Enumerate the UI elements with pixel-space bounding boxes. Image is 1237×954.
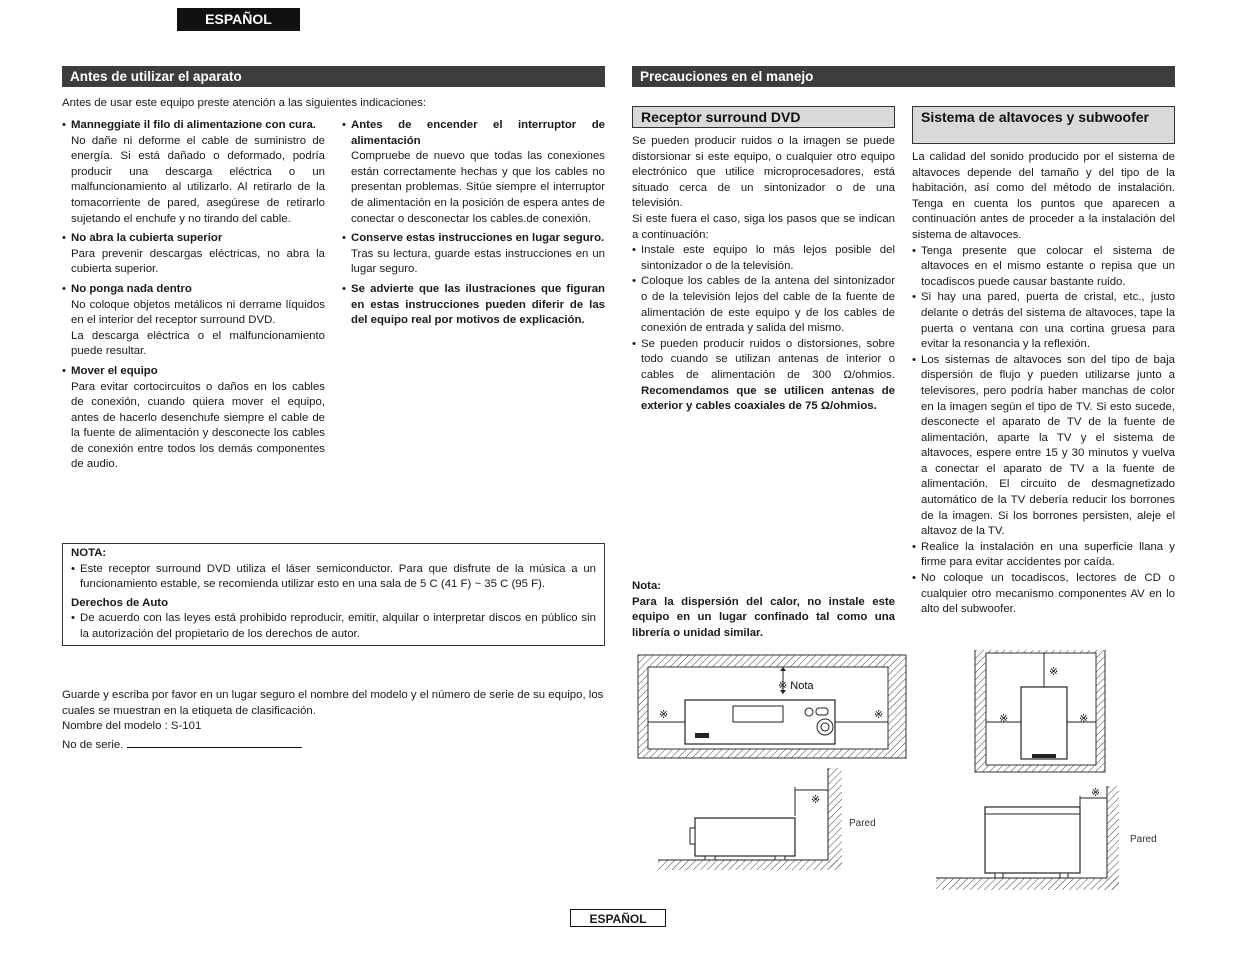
serial-number: No de serie.: [62, 735, 605, 754]
wall-label: Pared: [849, 818, 876, 829]
derechos-heading: Derechos de Auto: [71, 596, 169, 609]
subwoofer-side: [985, 807, 1080, 873]
list-item: • Manneggiate il filo di alimentazione con cura. No dañe ni deforme el cable de suministro de energía. Si está dañado o deformado, podría producir una descarga eléctrica o un malfuncionamiento al utilizarlo. Al retirarlo de la tomacorriente de pared, asegúrese de retirarlo sujetando el enchufe y no tirando del cable.: [62, 118, 325, 227]
list-item: • Conserve estas instrucciones en lugar seguro. Tras su lectura, guarde estas instrucciones en un lugar seguro.: [342, 231, 605, 278]
list-item: • Si hay una pared, puerta de cristal, etc., justo delante o detrás del sistema de altavoces, tape la puerta o ventana con una cortina gruesa para evitar la resonancia y la reflexión.: [912, 291, 1175, 351]
list-item: • No abra la cubierta superior Para prevenir descargas eléctricas, no abra la cubierta superior.: [62, 231, 325, 278]
item-body: Para evitar cortocircuitos o daños en los cables de conexión, cuando quiera mover el equipo, antes de hacerlo desenchufe siempre el cable de la fuente de alimentación y desconecte los cables de conexión entre todos los demás componentes de audio.: [71, 380, 325, 471]
item-body: No coloque objetos metálicos ni derrame líquidos en el interior del receptor surround DVD.: [71, 298, 325, 327]
subwoofer-wall-diagram: [936, 786, 1157, 890]
list-item: • Mover el equipo Para evitar cortocircuitos o daños en los cables de conexión, cuando quiera mover el equipo, antes de hacerlo desenchufe siempre el cable de la fuente de alimentación y desconecte los cables de conexión entre todos los demás componentes de audio.: [62, 364, 325, 473]
subwoofer-cabinet-diagram: [975, 650, 1105, 772]
model-name: Nombre del modelo : S-101: [62, 720, 202, 733]
item-title: Manneggiate il filo di alimentazione con cura.: [71, 119, 316, 131]
list-item: • Los sistemas de altavoces son del tipo de baja dispersión de flujo y pueden utilizarse junto a televisores, pero podría haber manchas de color en la imagen según el tipo de TV. Si esto sucede, desconecte el aparato de TV de la fuente de alimentación, aparte la TV y el sistema de altavoces, espere entre 15 y 30 minutos y vuelva a conectar el aparato de TV a la fuente de alimentación. El circuito de desmagnetizado automático de la TV debería reducir los borrones de la imagen. Si los borrones persisten, aleje el altavoz de la TV.: [912, 353, 1175, 538]
receptor-p1: Se pueden producir ruidos o la imagen se puede distorsionar si este equipo, o cualquier otro equipo electrónico que utilice microprocesadores, está situado cerca de un sintonizador o de una televisión.: [632, 135, 895, 210]
intro-text: Antes de usar este equipo preste atención a las siguientes indicaciones:: [62, 97, 427, 109]
serial-info: [62, 688, 605, 753]
item-title: Se advierte que las ilustraciones que figuran en estas instrucciones pueden diferir de las del equipo real por motivos de explicación.: [351, 282, 605, 327]
item-title: Conserve estas instrucciones en lugar seguro.: [351, 232, 605, 245]
wall-label: Pared: [1130, 834, 1157, 845]
item-body: No dañe ni deforme el cable de suministro de energía. Si está dañado o deformado, podría producir una descarga eléctrica o un malfuncionamiento al utilizarlo. Al retirarlo de la tomacorriente de pared, asegúrese de retirarlo sujetando el enchufe y no tirando del cable.: [71, 134, 325, 225]
left-column-1: [62, 118, 325, 477]
serial-blank-line: [127, 735, 302, 748]
receptor-nota: [632, 579, 895, 641]
footer-language-tab: ESPAÑOL: [570, 909, 666, 927]
list-item: • Se pueden producir ruidos o distorsiones, sobre todo cuando se utilizan antenas de interior o cables de alimentación de 300 Ω/ohmios. Recomendamos que se utilicen antenas de exterior y cables coaxiales de 75 Ω/ohmios.: [632, 337, 895, 413]
nota-text: Para la dispersión del calor, no instale este equipo en un lugar confinado tal como una librería o unidad similar.: [632, 595, 895, 639]
language-tab: ESPAÑOL: [177, 8, 300, 31]
item-title: No abra la cubierta superior: [71, 232, 223, 245]
list-item: • No ponga nada dentro No coloque objetos metálicos ni derrame líquidos en el interior del receptor surround DVD. La descarga eléctrica o el malfuncionamiento puede resultar.: [62, 282, 325, 360]
list-item: • Se advierte que las ilustraciones que figuran en estas instrucciones pueden diferir de las del equipo real por motivos de explicación.: [342, 282, 605, 329]
mark-right: ※: [1079, 713, 1089, 725]
list-item: • Coloque los cables de la antena del sintonizador o de la televisión lejos del cable de la fuente de alimentación de este equipo y de los cables de conexión de entrada y salida del mismo.: [632, 275, 895, 335]
mark-left: ※: [999, 713, 1009, 725]
nota-label: Nota:: [632, 580, 662, 592]
mark-left: ※: [659, 709, 669, 721]
item-title: Mover el equipo: [71, 364, 158, 377]
receptor-p2: Si este fuera el caso, siga los pasos que se indican a continuación:: [632, 212, 895, 241]
altavoces-p1: La calidad del sonido producido por el sistema de altavoces depende del tamaño y del tipo de la habitación, así como del método de instalación. Tenga en cuenta los puntos que aparecen a continuación antes de proceder a la instalación del sistema de altavoces.: [912, 151, 1175, 241]
list-item: • Instale este equipo lo más lejos posible del sintonizador o de la televisión.: [632, 244, 895, 272]
left-column-2: [342, 118, 605, 333]
item-title: No ponga nada dentro: [71, 282, 192, 295]
section-title-antes: Antes de utilizar el aparato: [62, 66, 605, 87]
item-body: Tras su lectura, guarde estas instrucciones en un lugar seguro.: [351, 247, 605, 276]
item-body: La descarga eléctrica o el malfuncionamiento puede resultar.: [71, 329, 325, 358]
nota-box: [62, 543, 605, 646]
altavoces-text: [912, 150, 1175, 618]
list-item: • Tenga presente que colocar el sistema de altavoces en el mismo estante o repisa que un tocadiscos puede causar bastante ruido.: [912, 244, 1175, 288]
receiver-cabinet-diagram: [638, 655, 906, 758]
receiver-side: [695, 818, 795, 856]
receiver-wall-diagram: [658, 768, 876, 870]
list-item: • No coloque un tocadiscos, lectores de CD o cualquier otro mecanismo componentes AV en lo alto del subwoofer.: [912, 572, 1175, 616]
mark-wall: ※: [811, 794, 821, 806]
subwoofer-unit: [1021, 687, 1067, 759]
mark-wall: ※: [1091, 787, 1101, 799]
subsection-altavoces: Sistema de altavoces y subwoofer: [912, 106, 1175, 144]
nota-bullet: • Este receptor surround DVD utiliza el láser semiconductor. Para que disfrute de la música a un funcionamiento estable, se recomienda utilizar esto en una sala de 5 C (41 F) ~ 35 C (95 F).: [71, 562, 596, 591]
placement-diagrams: [630, 650, 1220, 900]
mark-top: ※: [1049, 666, 1059, 678]
serial-text: Guarde y escriba por favor en un lugar seguro el nombre del modelo y el número de serie de su equipo, los cuales se muestran en la etiqueta de clasificación.: [62, 689, 604, 717]
item-title: Antes de encender el interruptor de alimentación: [351, 119, 605, 147]
section-title-precauciones: Precauciones en el manejo: [632, 66, 1175, 87]
list-item: • Antes de encender el interruptor de alimentación Compruebe de nuevo que todas las conexiones están correctamente hechas y que los cables no presentan problemas. Sitúe siempre el interruptor de alimentación en la posición de espera antes de conectar o desconectar los cables.de conexión.: [342, 118, 605, 227]
derechos-bullet: • De acuerdo con las leyes está prohibido reproducir, emitir, alquilar o interpretar discos en público sin la autorización del propietario de los derechos de autor.: [71, 612, 596, 640]
receptor-text: [632, 134, 895, 415]
nota-heading: NOTA:: [71, 547, 107, 559]
mark-right: ※: [874, 709, 884, 721]
nota-marker: ※ Nota: [778, 680, 814, 692]
item-body: Para prevenir descargas eléctricas, no abra la cubierta superior.: [71, 247, 325, 276]
item-body: Compruebe de nuevo que todas las conexiones están correctamente hechas y que los cables no presentan problemas. Sitúe siempre el interruptor de alimentación en la posición de espera antes de conectar o desconectar los cables.de conexión.: [351, 150, 605, 225]
subsection-receptor: Receptor surround DVD: [632, 106, 895, 128]
list-item: • Realice la instalación en una superficie llana y firme para evitar accidentes por caída.: [912, 540, 1175, 569]
